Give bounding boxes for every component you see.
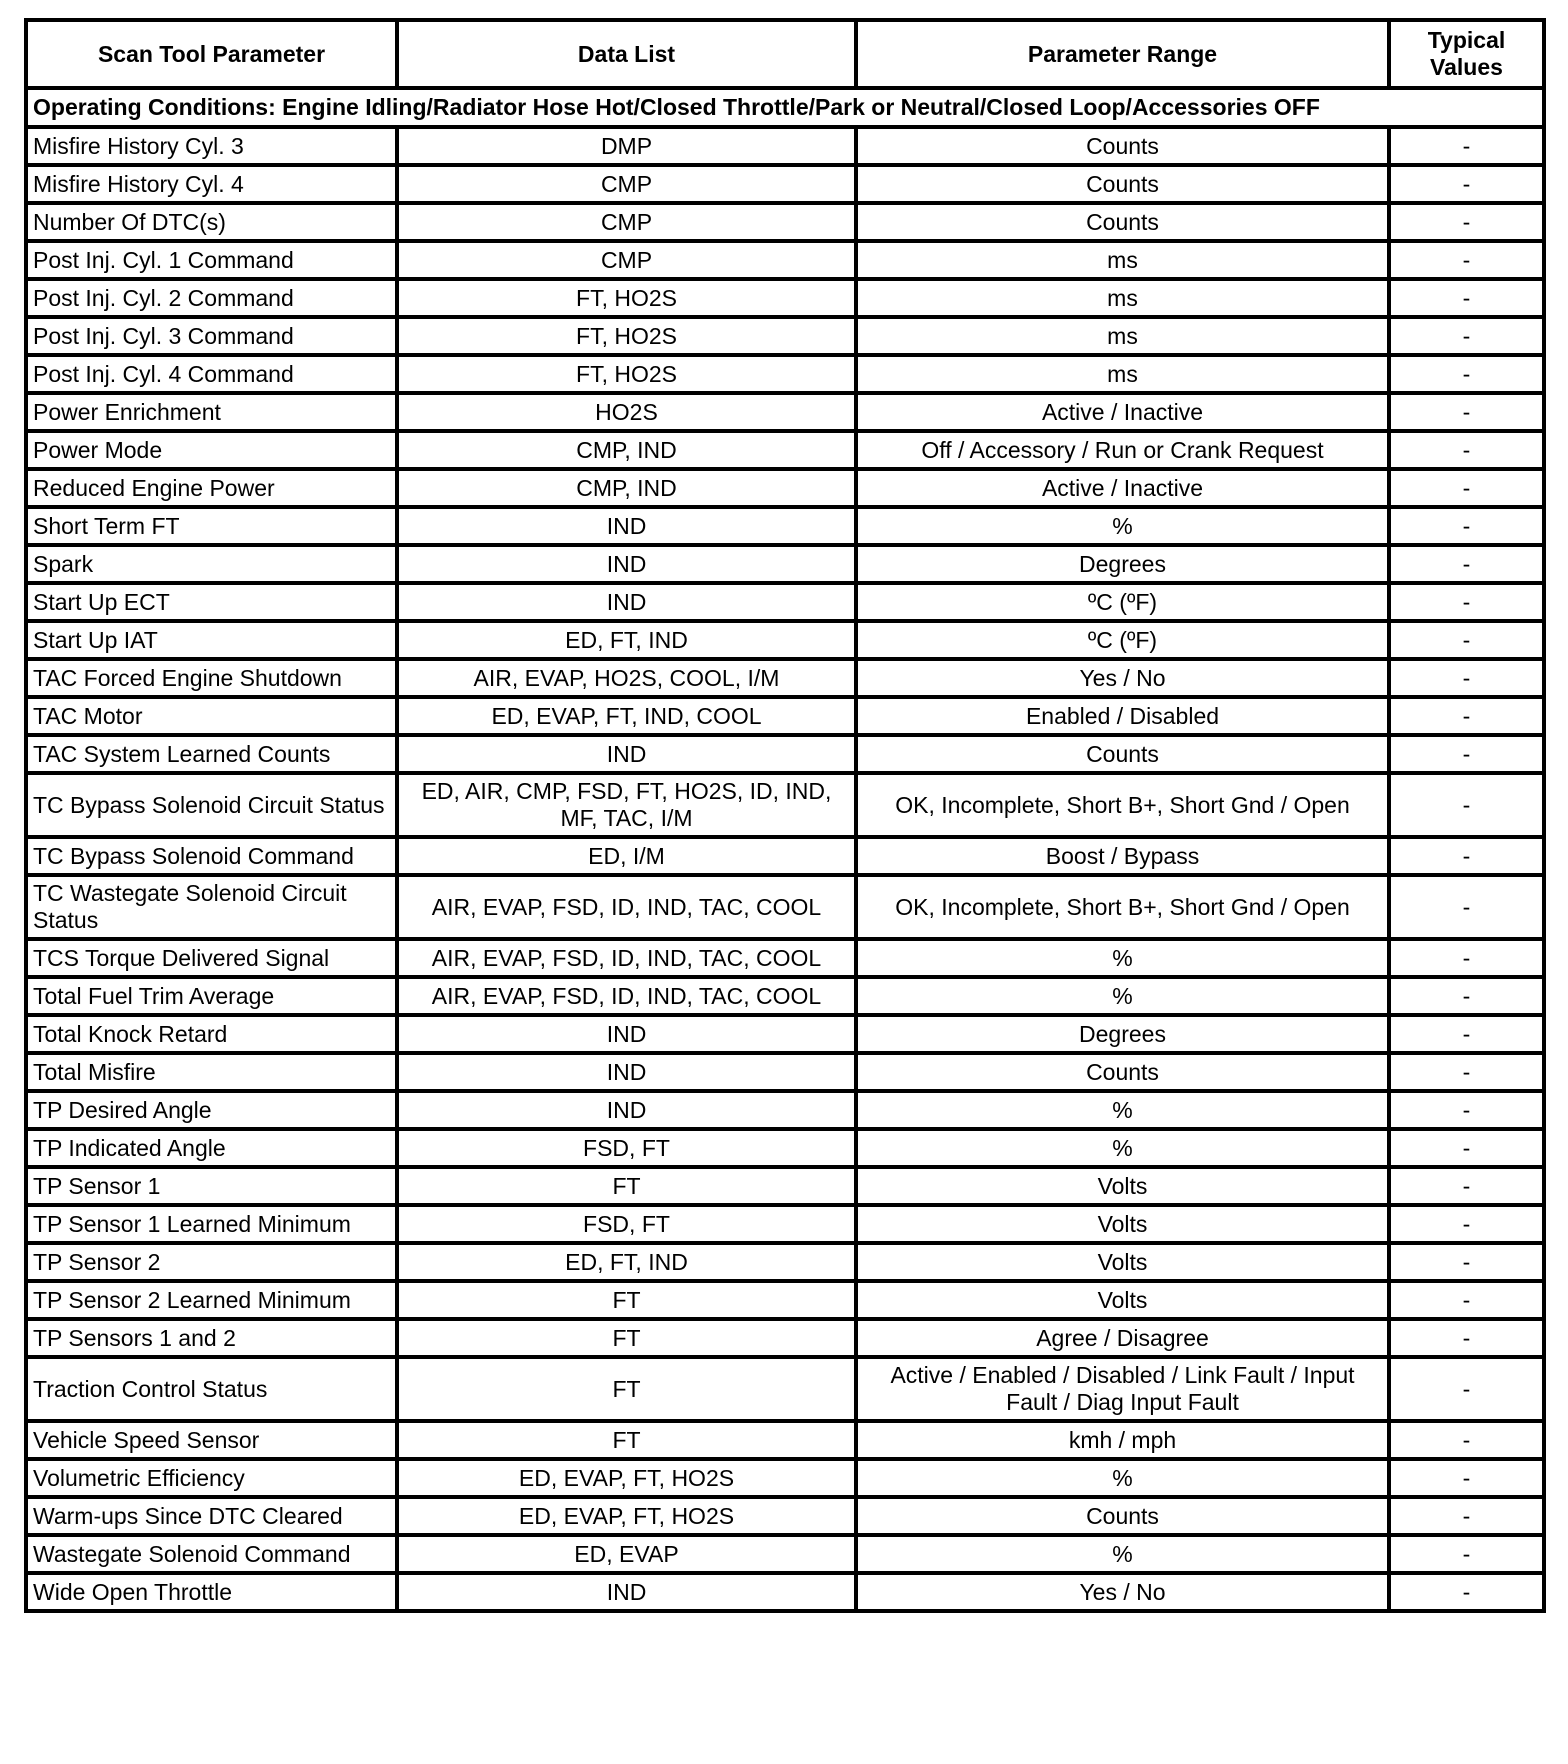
parameter-cell: Wide Open Throttle — [26, 1573, 397, 1611]
parameter-cell: Volumetric Efficiency — [26, 1459, 397, 1497]
typical-value-cell: - — [1389, 837, 1544, 875]
parameter-range-cell: Yes / No — [856, 1573, 1389, 1611]
table-row — [26, 621, 1544, 659]
typical-value-cell: - — [1389, 659, 1544, 697]
typical-value-cell: - — [1389, 1167, 1544, 1205]
data-list-cell: FT, HO2S — [397, 317, 856, 355]
table-row — [26, 939, 1544, 977]
parameter-cell: TAC Motor — [26, 697, 397, 735]
typical-value-cell: - — [1389, 1129, 1544, 1167]
typical-value-cell: - — [1389, 1053, 1544, 1091]
typical-value-cell: - — [1389, 583, 1544, 621]
table-row — [26, 507, 1544, 545]
typical-value-cell: - — [1389, 773, 1544, 837]
header-data-list: Data List — [397, 20, 856, 88]
table-row — [26, 1497, 1544, 1535]
typical-value-cell: - — [1389, 875, 1544, 939]
parameter-range-cell: OK, Incomplete, Short B+, Short Gnd / Open — [856, 875, 1389, 939]
parameter-cell: TP Sensor 2 Learned Minimum — [26, 1281, 397, 1319]
parameter-cell: Total Misfire — [26, 1053, 397, 1091]
table-row — [26, 393, 1544, 431]
parameter-range-cell: % — [856, 977, 1389, 1015]
data-list-cell: FT — [397, 1319, 856, 1357]
table-row — [26, 583, 1544, 621]
data-list-cell: IND — [397, 507, 856, 545]
header-row — [26, 20, 1544, 88]
typical-value-cell: - — [1389, 697, 1544, 735]
parameter-range-cell: % — [856, 1535, 1389, 1573]
data-list-cell: AIR, EVAP, HO2S, COOL, I/M — [397, 659, 856, 697]
table-row — [26, 1243, 1544, 1281]
typical-value-cell: - — [1389, 1573, 1544, 1611]
parameter-cell: TC Bypass Solenoid Circuit Status — [26, 773, 397, 837]
parameter-range-cell: Volts — [856, 1243, 1389, 1281]
parameter-range-cell: Boost / Bypass — [856, 837, 1389, 875]
parameter-range-cell: Off / Accessory / Run or Crank Request — [856, 431, 1389, 469]
table-row — [26, 127, 1544, 165]
parameter-cell: Post Inj. Cyl. 2 Command — [26, 279, 397, 317]
data-list-cell: FT — [397, 1421, 856, 1459]
data-list-cell: ED, AIR, CMP, FSD, FT, HO2S, ID, IND, MF, TAC, I/M — [397, 773, 856, 837]
parameter-range-cell: ºC (ºF) — [856, 621, 1389, 659]
parameter-range-cell: ms — [856, 241, 1389, 279]
typical-value-cell: - — [1389, 127, 1544, 165]
table-row — [26, 1357, 1544, 1421]
table-row — [26, 1319, 1544, 1357]
parameter-cell: Spark — [26, 545, 397, 583]
typical-value-cell: - — [1389, 393, 1544, 431]
parameter-cell: TCS Torque Delivered Signal — [26, 939, 397, 977]
parameter-range-cell: ms — [856, 355, 1389, 393]
data-list-cell: AIR, EVAP, FSD, ID, IND, TAC, COOL — [397, 977, 856, 1015]
table-row — [26, 545, 1544, 583]
typical-value-cell: - — [1389, 355, 1544, 393]
parameter-cell: Warm-ups Since DTC Cleared — [26, 1497, 397, 1535]
parameter-cell: TP Desired Angle — [26, 1091, 397, 1129]
typical-value-cell: - — [1389, 545, 1544, 583]
data-list-cell: FSD, FT — [397, 1205, 856, 1243]
parameter-range-cell: % — [856, 1459, 1389, 1497]
parameter-cell: Power Enrichment — [26, 393, 397, 431]
data-list-cell: ED, EVAP, FT, HO2S — [397, 1497, 856, 1535]
typical-value-cell: - — [1389, 469, 1544, 507]
table-row — [26, 1421, 1544, 1459]
table-row — [26, 1205, 1544, 1243]
typical-value-cell: - — [1389, 1497, 1544, 1535]
parameter-range-cell: kmh / mph — [856, 1421, 1389, 1459]
parameter-cell: Total Knock Retard — [26, 1015, 397, 1053]
data-list-cell: FT — [397, 1167, 856, 1205]
typical-value-cell: - — [1389, 1357, 1544, 1421]
parameter-cell: Post Inj. Cyl. 3 Command — [26, 317, 397, 355]
parameter-cell: TP Sensor 2 — [26, 1243, 397, 1281]
parameter-cell: Power Mode — [26, 431, 397, 469]
data-list-cell: IND — [397, 1015, 856, 1053]
parameter-cell: TP Sensor 1 Learned Minimum — [26, 1205, 397, 1243]
table-row — [26, 1459, 1544, 1497]
parameter-cell: TP Sensors 1 and 2 — [26, 1319, 397, 1357]
parameter-cell: TAC Forced Engine Shutdown — [26, 659, 397, 697]
parameter-cell: TC Wastegate Solenoid Circuit Status — [26, 875, 397, 939]
data-list-cell: ED, I/M — [397, 837, 856, 875]
typical-value-cell: - — [1389, 165, 1544, 203]
data-list-cell: ED, EVAP — [397, 1535, 856, 1573]
parameter-cell: TP Sensor 1 — [26, 1167, 397, 1205]
parameter-range-cell: % — [856, 507, 1389, 545]
data-list-cell: ED, FT, IND — [397, 1243, 856, 1281]
data-list-cell: HO2S — [397, 393, 856, 431]
table-row — [26, 317, 1544, 355]
parameter-range-cell: Counts — [856, 203, 1389, 241]
data-list-cell: AIR, EVAP, FSD, ID, IND, TAC, COOL — [397, 875, 856, 939]
header-scan-tool-parameter: Scan Tool Parameter — [26, 20, 397, 88]
typical-value-cell: - — [1389, 1319, 1544, 1357]
table-row — [26, 355, 1544, 393]
data-list-cell: ED, EVAP, FT, HO2S — [397, 1459, 856, 1497]
parameter-range-cell: Degrees — [856, 1015, 1389, 1053]
parameter-cell: Misfire History Cyl. 4 — [26, 165, 397, 203]
table-row — [26, 1573, 1544, 1611]
parameter-range-cell: Counts — [856, 1497, 1389, 1535]
parameter-range-cell: OK, Incomplete, Short B+, Short Gnd / Open — [856, 773, 1389, 837]
typical-value-cell: - — [1389, 431, 1544, 469]
typical-value-cell: - — [1389, 507, 1544, 545]
table-row — [26, 1535, 1544, 1573]
table-row — [26, 279, 1544, 317]
table-row — [26, 165, 1544, 203]
parameter-cell: Vehicle Speed Sensor — [26, 1421, 397, 1459]
operating-conditions: Operating Conditions: Engine Idling/Radiator Hose Hot/Closed Throttle/Park or Neutral/Closed Loop/Accessories OFF — [26, 88, 1544, 127]
typical-value-cell: - — [1389, 1243, 1544, 1281]
parameter-cell: Start Up IAT — [26, 621, 397, 659]
parameter-range-cell: Counts — [856, 127, 1389, 165]
data-list-cell: CMP — [397, 241, 856, 279]
table-row — [26, 1167, 1544, 1205]
table-row — [26, 469, 1544, 507]
table-row — [26, 659, 1544, 697]
parameter-range-cell: Volts — [856, 1205, 1389, 1243]
data-list-cell: DMP — [397, 127, 856, 165]
parameter-range-cell: Volts — [856, 1167, 1389, 1205]
parameter-range-cell: ºC (ºF) — [856, 583, 1389, 621]
table-row — [26, 1129, 1544, 1167]
header-typical-values: Typical Values — [1389, 20, 1544, 88]
parameter-range-cell: % — [856, 1091, 1389, 1129]
operating-conditions-row — [26, 88, 1544, 127]
parameter-cell: Traction Control Status — [26, 1357, 397, 1421]
data-list-cell: IND — [397, 1053, 856, 1091]
table-row — [26, 875, 1544, 939]
parameter-range-cell: Counts — [856, 1053, 1389, 1091]
table-row — [26, 431, 1544, 469]
parameter-cell: Reduced Engine Power — [26, 469, 397, 507]
typical-value-cell: - — [1389, 621, 1544, 659]
data-list-cell: ED, FT, IND — [397, 621, 856, 659]
data-list-cell: AIR, EVAP, FSD, ID, IND, TAC, COOL — [397, 939, 856, 977]
parameter-range-cell: Yes / No — [856, 659, 1389, 697]
parameter-cell: Short Term FT — [26, 507, 397, 545]
typical-value-cell: - — [1389, 735, 1544, 773]
parameter-range-cell: Active / Enabled / Disabled / Link Fault / Input Fault / Diag Input Fault — [856, 1357, 1389, 1421]
header-parameter-range: Parameter Range — [856, 20, 1389, 88]
data-list-cell: IND — [397, 735, 856, 773]
table-row — [26, 241, 1544, 279]
parameter-cell: Start Up ECT — [26, 583, 397, 621]
parameter-range-cell: ms — [856, 279, 1389, 317]
parameter-range-cell: Agree / Disagree — [856, 1319, 1389, 1357]
table-row — [26, 773, 1544, 837]
data-list-cell: IND — [397, 583, 856, 621]
parameter-cell: TC Bypass Solenoid Command — [26, 837, 397, 875]
parameter-range-cell: ms — [856, 317, 1389, 355]
parameter-cell: Number Of DTC(s) — [26, 203, 397, 241]
typical-value-cell: - — [1389, 203, 1544, 241]
data-list-cell: FT — [397, 1281, 856, 1319]
data-list-cell: FT — [397, 1357, 856, 1421]
typical-value-cell: - — [1389, 939, 1544, 977]
typical-value-cell: - — [1389, 317, 1544, 355]
parameter-cell: Post Inj. Cyl. 1 Command — [26, 241, 397, 279]
typical-value-cell: - — [1389, 279, 1544, 317]
parameter-range-cell: Counts — [856, 735, 1389, 773]
parameter-cell: Misfire History Cyl. 3 — [26, 127, 397, 165]
typical-value-cell: - — [1389, 1091, 1544, 1129]
data-list-cell: FT, HO2S — [397, 279, 856, 317]
parameter-cell: TP Indicated Angle — [26, 1129, 397, 1167]
typical-value-cell: - — [1389, 1015, 1544, 1053]
typical-value-cell: - — [1389, 1459, 1544, 1497]
data-list-cell: ED, EVAP, FT, IND, COOL — [397, 697, 856, 735]
parameter-range-cell: Enabled / Disabled — [856, 697, 1389, 735]
typical-value-cell: - — [1389, 1421, 1544, 1459]
data-list-cell: IND — [397, 1091, 856, 1129]
data-list-cell: CMP, IND — [397, 431, 856, 469]
table-row — [26, 203, 1544, 241]
data-list-cell: CMP — [397, 165, 856, 203]
parameter-range-cell: Counts — [856, 165, 1389, 203]
data-list-cell: FT, HO2S — [397, 355, 856, 393]
data-list-cell: IND — [397, 1573, 856, 1611]
data-list-cell: CMP, IND — [397, 469, 856, 507]
typical-value-cell: - — [1389, 1205, 1544, 1243]
typical-value-cell: - — [1389, 1281, 1544, 1319]
parameter-cell: TAC System Learned Counts — [26, 735, 397, 773]
table-row — [26, 837, 1544, 875]
parameter-cell: Wastegate Solenoid Command — [26, 1535, 397, 1573]
parameter-range-cell: Volts — [856, 1281, 1389, 1319]
typical-value-cell: - — [1389, 977, 1544, 1015]
table-row — [26, 735, 1544, 773]
parameter-cell: Post Inj. Cyl. 4 Command — [26, 355, 397, 393]
data-list-cell: FSD, FT — [397, 1129, 856, 1167]
table-row — [26, 1091, 1544, 1129]
table-row — [26, 1053, 1544, 1091]
table-row — [26, 1015, 1544, 1053]
parameter-range-cell: Degrees — [856, 545, 1389, 583]
data-list-cell: CMP — [397, 203, 856, 241]
scan-tool-data-table — [24, 18, 1546, 1613]
parameter-range-cell: % — [856, 939, 1389, 977]
parameter-range-cell: % — [856, 1129, 1389, 1167]
data-list-cell: IND — [397, 545, 856, 583]
parameter-range-cell: Active / Inactive — [856, 469, 1389, 507]
parameter-range-cell: Active / Inactive — [856, 393, 1389, 431]
parameter-cell: Total Fuel Trim Average — [26, 977, 397, 1015]
typical-value-cell: - — [1389, 241, 1544, 279]
table-row — [26, 697, 1544, 735]
table-row — [26, 977, 1544, 1015]
table-row — [26, 1281, 1544, 1319]
typical-value-cell: - — [1389, 1535, 1544, 1573]
